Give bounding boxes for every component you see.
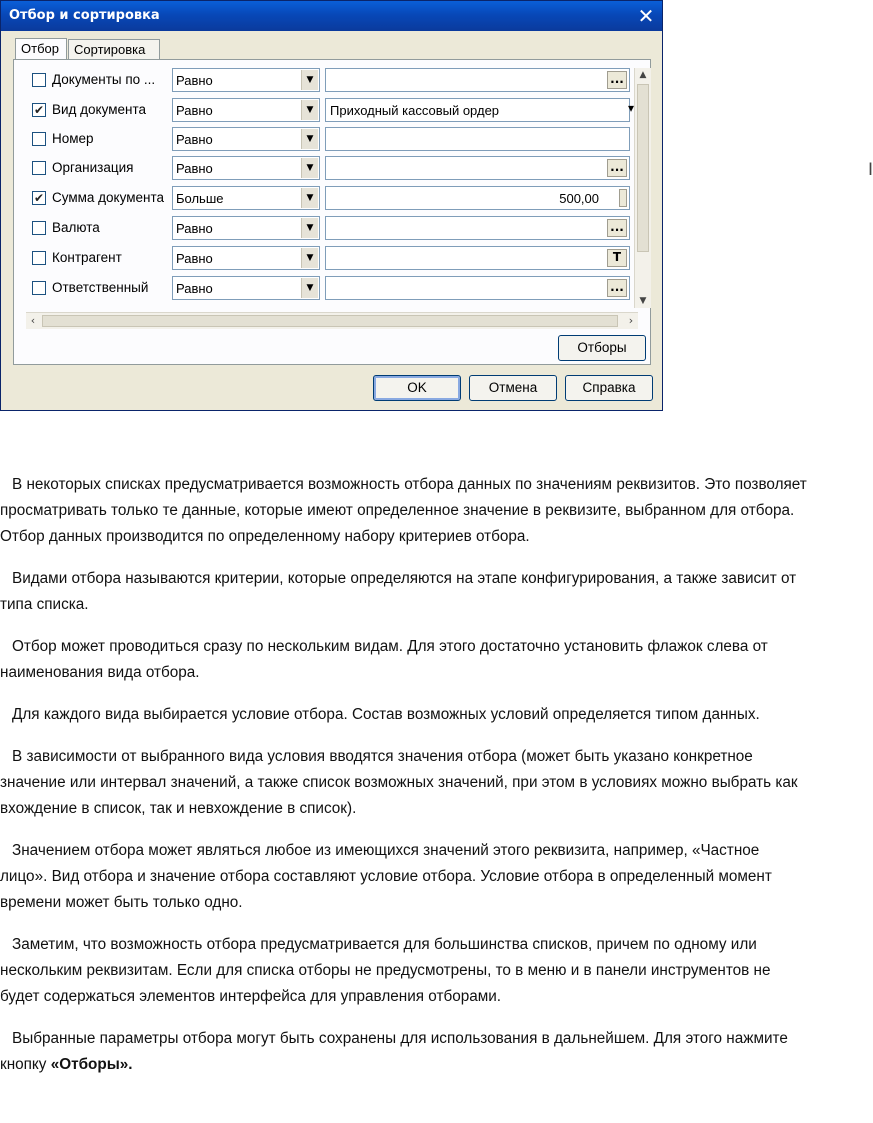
condition-value: Равно (176, 161, 213, 176)
filter-value-field[interactable] (325, 276, 630, 300)
filter-row-responsible (26, 276, 636, 300)
condition-value: Равно (176, 103, 213, 118)
filter-value-field[interactable] (325, 127, 630, 151)
paragraph: В зависимости от выбранного вида условия вводятся значения отбора (может быть указано конкретное значение или интервал значений, а также список возможных значений, при этом в условиях можно выбрать как вхождение в список, так и невхождение в список). (0, 748, 798, 817)
filter-row-checkbox[interactable] (32, 132, 46, 146)
filter-row-currency (26, 216, 636, 240)
text-cursor-icon: I (868, 160, 873, 180)
dropdown-arrow-icon[interactable]: ▼ (301, 188, 318, 208)
select-ellipsis-button[interactable]: ... (607, 279, 627, 297)
cancel-button[interactable]: Отмена (469, 375, 557, 401)
filters-button-reference: «Отборы». (50, 1056, 133, 1073)
dropdown-arrow-icon[interactable]: ▼ (301, 218, 318, 238)
condition-value: Больше (176, 191, 224, 206)
filter-row-organization (26, 156, 873, 180)
condition-value: Равно (176, 73, 213, 88)
paragraph: В некоторых списках предусматривается возможность отбора данных по значениям реквизитов. Это позволяет просматривать только те данные, которые имеют определенное значение в реквизите, выбранном для отбора. Отбор данных производится по определенному набору критериев отбора. (0, 476, 807, 545)
scroll-right-icon[interactable]: › (628, 314, 634, 327)
dropdown-arrow-icon[interactable]: ▼ (301, 129, 318, 149)
filter-row-label: Вид документа (52, 102, 146, 117)
filter-value-field[interactable] (325, 98, 635, 122)
paragraph-text: Выбранные параметры отбора могут быть сохранены для использования в дальнейшем. Для этого нажмите кнопку (0, 1030, 788, 1073)
filter-row-checkbox[interactable] (32, 221, 46, 235)
filter-grid (26, 68, 873, 322)
condition-select[interactable] (172, 98, 320, 122)
filter-row-checkbox[interactable]: ✔ (33, 191, 45, 205)
scroll-left-icon[interactable]: ‹ (30, 314, 36, 327)
condition-select[interactable] (172, 156, 320, 180)
select-ellipsis-button[interactable]: ... (607, 71, 627, 89)
filter-row-checkbox[interactable] (32, 281, 46, 295)
filter-row-label: Валюта (52, 220, 100, 235)
filter-value-text: Приходный кассовый ордер (330, 103, 500, 118)
filter-panel (13, 59, 873, 365)
paragraph: Видами отбора называются критерии, которые определяются на этапе конфигурирования, а также зависит от типа списка. (0, 570, 797, 613)
vertical-scrollbar[interactable] (634, 68, 651, 308)
condition-value: Равно (176, 281, 213, 296)
paragraph: Заметим, что возможность отбора предусматривается для большинства списков, причем по одному или нескольким реквизитам. Если для списка отборы не предусмотрены, то в меню и в панели инструментов не будет содержаться элементов интерфейса для управления отборами. (0, 936, 771, 1005)
article-text (0, 472, 808, 1094)
scroll-down-icon[interactable]: ▼ (639, 296, 647, 306)
condition-select[interactable] (172, 276, 320, 300)
filter-row-label: Контрагент (52, 250, 122, 265)
scroll-thumb[interactable] (637, 84, 649, 252)
paragraph: Для каждого вида выбирается условие отбора. Состав возможных условий определяется типом данных. (12, 706, 760, 723)
calculator-icon[interactable] (619, 189, 627, 207)
select-ellipsis-button[interactable]: ... (607, 159, 627, 177)
condition-select[interactable] (172, 68, 320, 92)
paragraph: Значением отбора может являться любое из имеющихся значений этого реквизита, например, «Частное лицо». Вид отбора и значение отбора составляют условие отбора. Условие отбора в определенный момент времени может быть только одно. (0, 842, 772, 911)
filter-row-checkbox[interactable] (32, 251, 46, 265)
ok-button[interactable]: OK (373, 375, 461, 401)
condition-select[interactable] (172, 127, 320, 151)
filter-value-field[interactable] (325, 186, 630, 210)
help-button[interactable]: Справка (565, 375, 653, 401)
dropdown-arrow-icon[interactable]: ▼ (301, 158, 318, 178)
condition-value: Равно (176, 132, 213, 147)
filter-row-label: Организация (52, 160, 134, 175)
paragraph-last (0, 1026, 808, 1078)
filter-row-label: Сумма документа (52, 190, 164, 205)
dropdown-arrow-icon[interactable]: ▼ (301, 248, 318, 268)
condition-value: Равно (176, 251, 213, 266)
dialog-title: Отбор и сортировка (9, 8, 160, 23)
filter-row-doc-type (26, 98, 636, 122)
filter-value-text: 500,00 (559, 191, 599, 206)
filter-row-checkbox[interactable] (32, 73, 46, 87)
filter-row-label: Документы по ... (52, 72, 156, 87)
filter-value-field[interactable] (325, 68, 630, 92)
condition-value: Равно (176, 221, 213, 236)
filter-row-number (26, 127, 636, 151)
filter-row-amount (26, 186, 636, 210)
dropdown-arrow-icon[interactable]: ▼ (301, 278, 318, 298)
horizontal-scrollbar[interactable] (26, 312, 638, 329)
paragraph: Отбор может проводиться сразу по нескольким видам. Для этого достаточно установить флажок слева от наименования вида отбора. (0, 638, 768, 681)
filter-row-checkbox[interactable] (32, 161, 46, 175)
dialog-titlebar (1, 1, 662, 31)
condition-select[interactable] (172, 216, 320, 240)
condition-select[interactable] (172, 246, 320, 270)
select-ellipsis-button[interactable]: ... (607, 219, 627, 237)
filter-row-documents (26, 68, 636, 92)
filter-value-field[interactable] (325, 216, 630, 240)
scroll-up-icon[interactable]: ▲ (639, 70, 647, 80)
tab-sort[interactable]: Сортировка (68, 39, 160, 59)
filter-sort-dialog (0, 0, 873, 411)
filter-value-field[interactable] (325, 156, 873, 180)
type-select-button[interactable]: T (607, 249, 627, 267)
close-icon[interactable]: ✕ (637, 4, 655, 28)
filters-button[interactable]: Отборы (558, 335, 646, 361)
filter-row-label: Ответственный (52, 280, 149, 295)
dropdown-arrow-icon[interactable]: ▼ (301, 100, 318, 120)
dropdown-arrow-icon[interactable]: ▼ (301, 70, 318, 90)
condition-select[interactable] (172, 186, 320, 210)
filter-row-checkbox[interactable]: ✔ (33, 103, 45, 117)
scroll-thumb[interactable] (42, 315, 618, 327)
chevron-down-icon[interactable]: ▾ (627, 101, 635, 115)
filter-row-label: Номер (52, 131, 94, 146)
filter-value-field[interactable] (325, 246, 630, 270)
tab-filter[interactable]: Отбор (15, 38, 67, 60)
filter-row-counterparty (26, 246, 636, 270)
